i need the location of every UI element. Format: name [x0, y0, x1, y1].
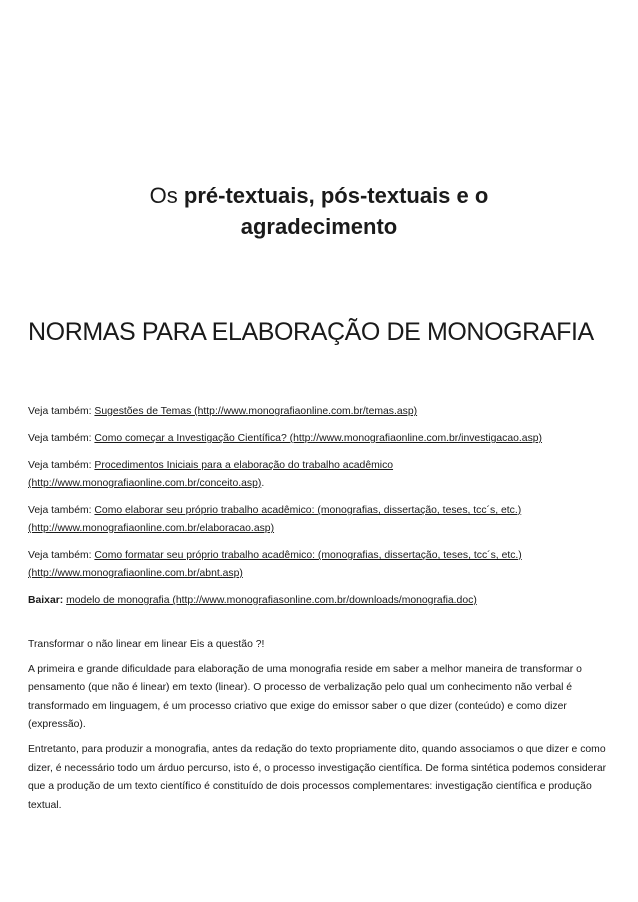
conceito-link[interactable]: Procedimentos Iniciais para a elaboração do trabalho acadêmico (http://www.monografiaonline.com.br/conceito.asp): [28, 460, 394, 489]
link-label: Veja também:: [28, 460, 92, 471]
elaboracao-link[interactable]: Como elaborar seu próprio trabalho acadêmico: (monografias, dissertação, teses, tcc´s, etc.) (http://www.monografiaonline.com.br/elaboracao.asp): [28, 505, 522, 534]
link-label: Veja também:: [28, 505, 92, 516]
cover-title-prefix: Os: [149, 183, 178, 208]
cover-title-bold-line2: agradecimento: [240, 214, 398, 239]
cover-title: [60, 180, 578, 242]
paragraph-2: Entretanto, para produzir a monografia, antes da redação do texto propriamente dito, quando associamos o que dizer e como dizer, é necessário todo um árduo percurso, isto é, o processo investigação científica. De forma sintética podemos considerar que a produção de um texto científico é constituído de dois processos complementares: investigação científica e produção textual.: [28, 743, 607, 811]
body-text: [28, 636, 618, 821]
link-item: [28, 502, 628, 538]
download-label: Baixar:: [28, 595, 64, 606]
intro-paragraph: Transformar o não linear em linear Eis a questão ?!: [28, 639, 265, 650]
cover-title-bold-line1: pré-textuais, pós-textuais e o: [183, 183, 489, 208]
link-item: [28, 430, 628, 448]
abnt-link[interactable]: Como formatar seu próprio trabalho acadêmico: (monografias, dissertação, teses, tcc´s, etc.) (http://www.monografiaonline.com.br/abnt.asp): [28, 550, 522, 579]
page-heading: NORMAS PARA ELABORAÇÃO DE MONOGRAFIA: [28, 318, 594, 346]
link-item: [28, 403, 628, 421]
link-label: Veja também:: [28, 550, 92, 561]
paragraph-1: A primeira e grande dificuldade para elaboração de uma monografia reside em saber a melhor maneira de transformar o pensamento (que não é linear) em texto (linear). O processo de verbalização pelo qual um conhecimento não verbal é transformado em linguagem, é um processo criativo que exige do emissor saber o que dizer (conteúdo) e como dizer (expressão).: [28, 663, 582, 731]
link-item: [28, 457, 628, 493]
temas-link[interactable]: Sugestões de Temas (http://www.monografiaonline.com.br/temas.asp): [94, 406, 418, 417]
link-label: Veja também:: [28, 406, 92, 417]
link-item: [28, 592, 628, 610]
download-monografia-link[interactable]: modelo de monografia (http://www.monografiasonline.com.br/downloads/monografia.doc): [66, 595, 477, 606]
link-suffix: .: [261, 478, 265, 489]
link-item: [28, 547, 628, 583]
investigacao-link[interactable]: Como começar a Investigação Científica? (http://www.monografiaonline.com.br/investigacao.asp): [94, 433, 543, 444]
link-label: Veja também:: [28, 433, 92, 444]
related-links: [28, 403, 628, 619]
